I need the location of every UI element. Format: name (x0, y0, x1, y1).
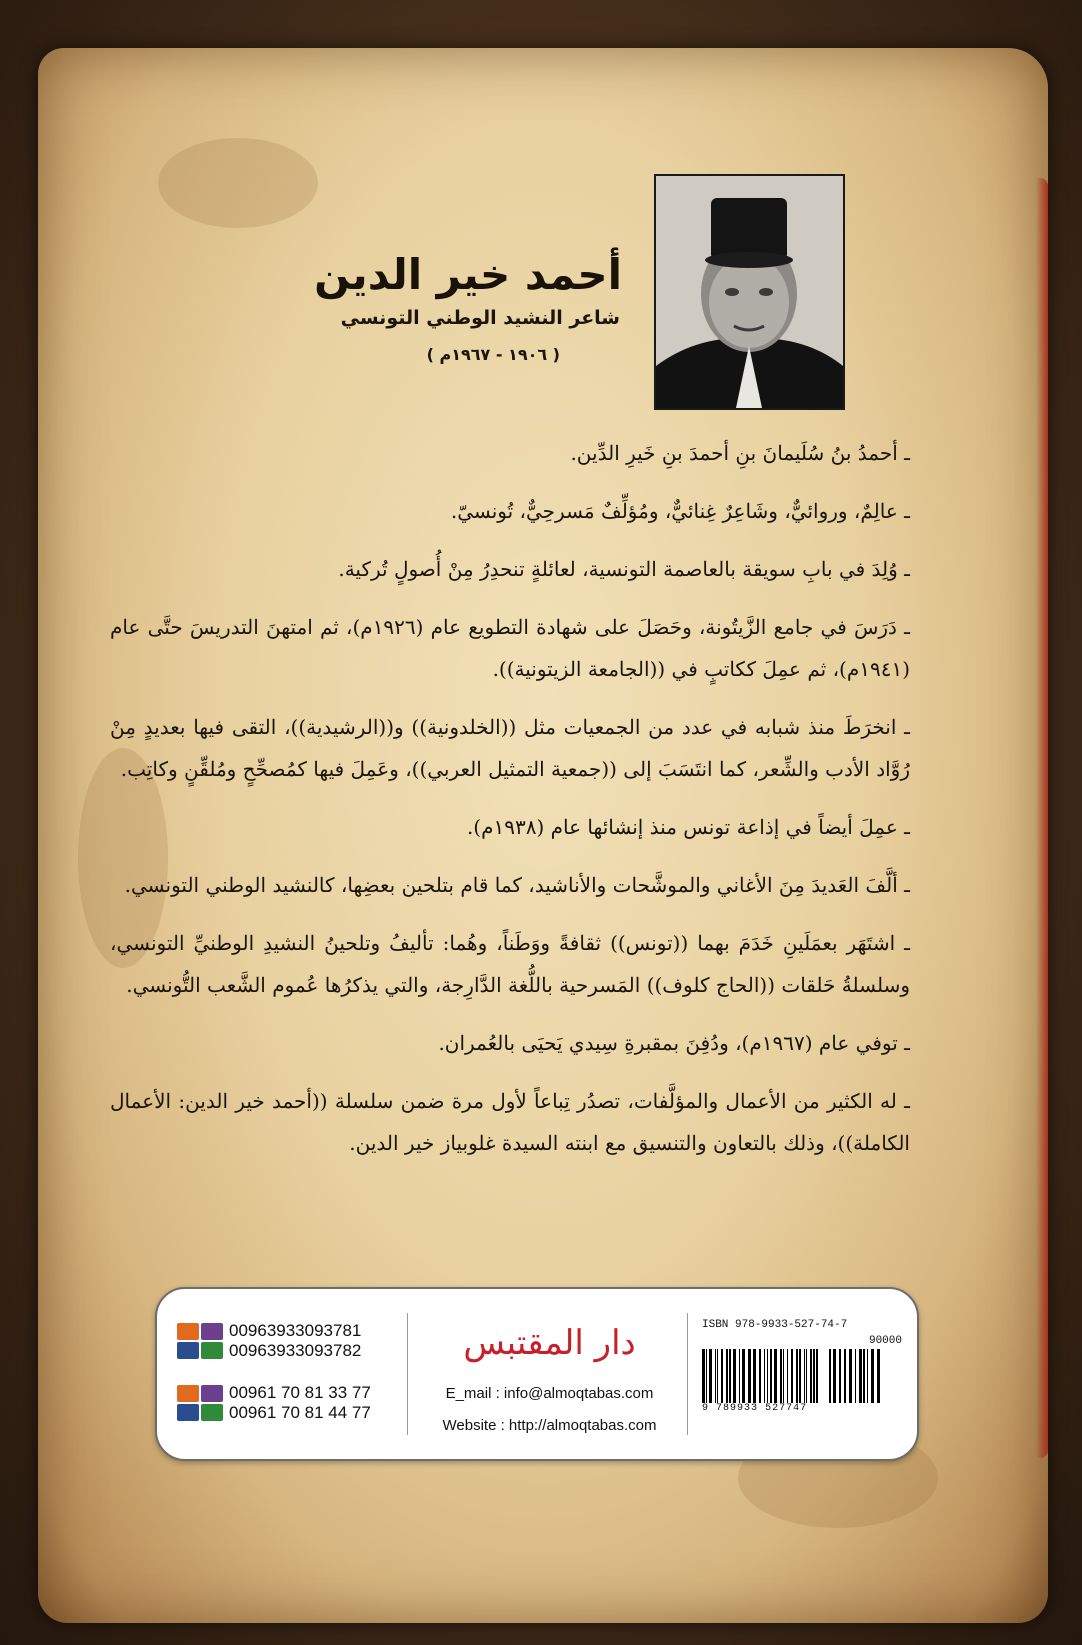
divider (687, 1313, 688, 1435)
whatsapp-icon (201, 1404, 223, 1421)
portrait-photo-icon (656, 176, 843, 408)
price-code: 90000 (868, 1335, 902, 1347)
author-portrait (654, 174, 845, 410)
phone-number[interactable]: 00961 70 81 44 77 (229, 1403, 371, 1422)
publisher-info-box (155, 1287, 919, 1461)
bio-paragraph: ـ توفي عام (١٩٦٧م)، ودُفِنَ بمقبرةِ سِيدي يَحيَى بالعُمران. (438, 1031, 910, 1055)
barcode (702, 1349, 902, 1414)
author-name: أحمد خير الدين (314, 250, 622, 299)
barcode-bar (818, 1349, 821, 1403)
author-dates: ( ١٩٠٦ - ١٩٦٧م ) (426, 345, 560, 364)
barcode-addon-bars (829, 1355, 883, 1403)
bio-paragraph: ـ ألَّفَ العَديدَ مِنَ الأغاني والموشَّحات والأناشيد، كما قام بتلحين بعضِها، كالنشيد الوطني التونسي. (124, 873, 910, 897)
bio-paragraph: ـ انخرَطَ منذ شبابه في عدد من الجمعيات مثل ((الخلدونية)) و((الرشيدية))، التقى فيها بعديدٍ مِنْ رُوَّاد الأدب والشِّعر، كما انتَسَبَ إلى ((جمعية التمثيل العربي))، وعَمِلَ فيها كمُصحِّحٍ ومُلقِّنٍ وكاتِب. (110, 715, 910, 781)
bio-paragraph: ـ وُلِدَ في بابِ سويقة بالعاصمة التونسية، لعائلةٍ تنحدِرُ مِنْ أُصولٍ تُركية. (338, 557, 910, 581)
whatsapp-icon (201, 1342, 223, 1359)
paper-stain (158, 138, 318, 228)
barcode-right-digits: 527747 (765, 1403, 808, 1414)
phone-numbers (177, 1321, 397, 1445)
publisher-logo: دار المقتبس (463, 1323, 636, 1363)
contact-app-icons (177, 1385, 223, 1421)
imo-icon (177, 1342, 199, 1359)
telegram-icon (177, 1385, 199, 1402)
barcode-bars (702, 1349, 821, 1403)
barcode-bar (880, 1349, 883, 1403)
bio-paragraph: ـ دَرَسَ في جامع الزَّيتُونة، وحَصَلَ على شهادة التطويع عام (١٩٢٦م)، ثم امتهنَ التدريسَ حتَّى عام (١٩٤١م)، ثم عمِلَ ككاتبٍ في ((الجامعة الزيتونية)). (110, 615, 911, 681)
bio-paragraph: ـ عالِمٌ، وروائيٌّ، وشَاعِرٌ غِنائيٌّ، ومُؤلِّفٌ مَسرحِيٌّ، تُونسيّ. (450, 499, 910, 523)
biography (110, 432, 910, 1180)
bio-paragraph: ـ له الكثير من الأعمال والمؤلَّفات، تصدُر تِباعاً لأول مرة ضمن سلسلة ((أحمد خير الدين: الأعمال الكاملة))، وذلك بالتعاون والتنسيق مع ابنته السيدة غلوبياز خير الدين. (110, 1089, 910, 1155)
phone-number[interactable]: 00963933093782 (229, 1341, 362, 1360)
imo-icon (177, 1404, 199, 1421)
isbn-number: ISBN 978-9933-527-74-7 (702, 1319, 848, 1331)
divider (407, 1313, 408, 1435)
publisher-website[interactable]: Website : http://almoqtabas.com (442, 1417, 657, 1434)
page-edge (1036, 178, 1048, 1458)
barcode-left-digits: 789933 (716, 1403, 759, 1414)
barcode-prefix: 9 (702, 1403, 710, 1414)
bio-paragraph: ـ عمِلَ أيضاً في إذاعة تونس منذ إنشائها عام (١٩٣٨م). (466, 815, 910, 839)
author-subtitle: شاعر النشيد الوطني التونسي (340, 307, 620, 329)
phone-group-lebanon (177, 1383, 397, 1423)
viber-icon (201, 1385, 223, 1402)
telegram-icon (177, 1323, 199, 1340)
bio-paragraph: ـ أحمدُ بنُ سُلَيمانَ بنِ أحمدَ بنِ خَيرِ الدِّين. (570, 441, 910, 465)
bio-paragraph: ـ اشتَهَر بعمَلَينِ خَدَمَ بهما ((تونس)) ثقافةً ووَطَناً، وهُما: تأليفُ وتلحينُ النشيدِ الوطنيِّ التونسي، وسلسلةُ حَلقات ((الحاج كلوف)) المَسرحية باللُّغة الدَّارِجة، والتي يذكرُها عُموم الشَّعب التُّونسي. (110, 931, 910, 997)
contact-app-icons (177, 1323, 223, 1359)
phone-group-syria (177, 1321, 397, 1361)
viber-icon (201, 1323, 223, 1340)
publisher-block (422, 1313, 677, 1437)
publisher-email[interactable]: E_mail : info@almoqtabas.com (445, 1385, 654, 1402)
isbn-block (702, 1319, 902, 1414)
phone-number[interactable]: 00961 70 81 33 77 (229, 1383, 371, 1402)
phone-number[interactable]: 00963933093781 (229, 1321, 362, 1340)
